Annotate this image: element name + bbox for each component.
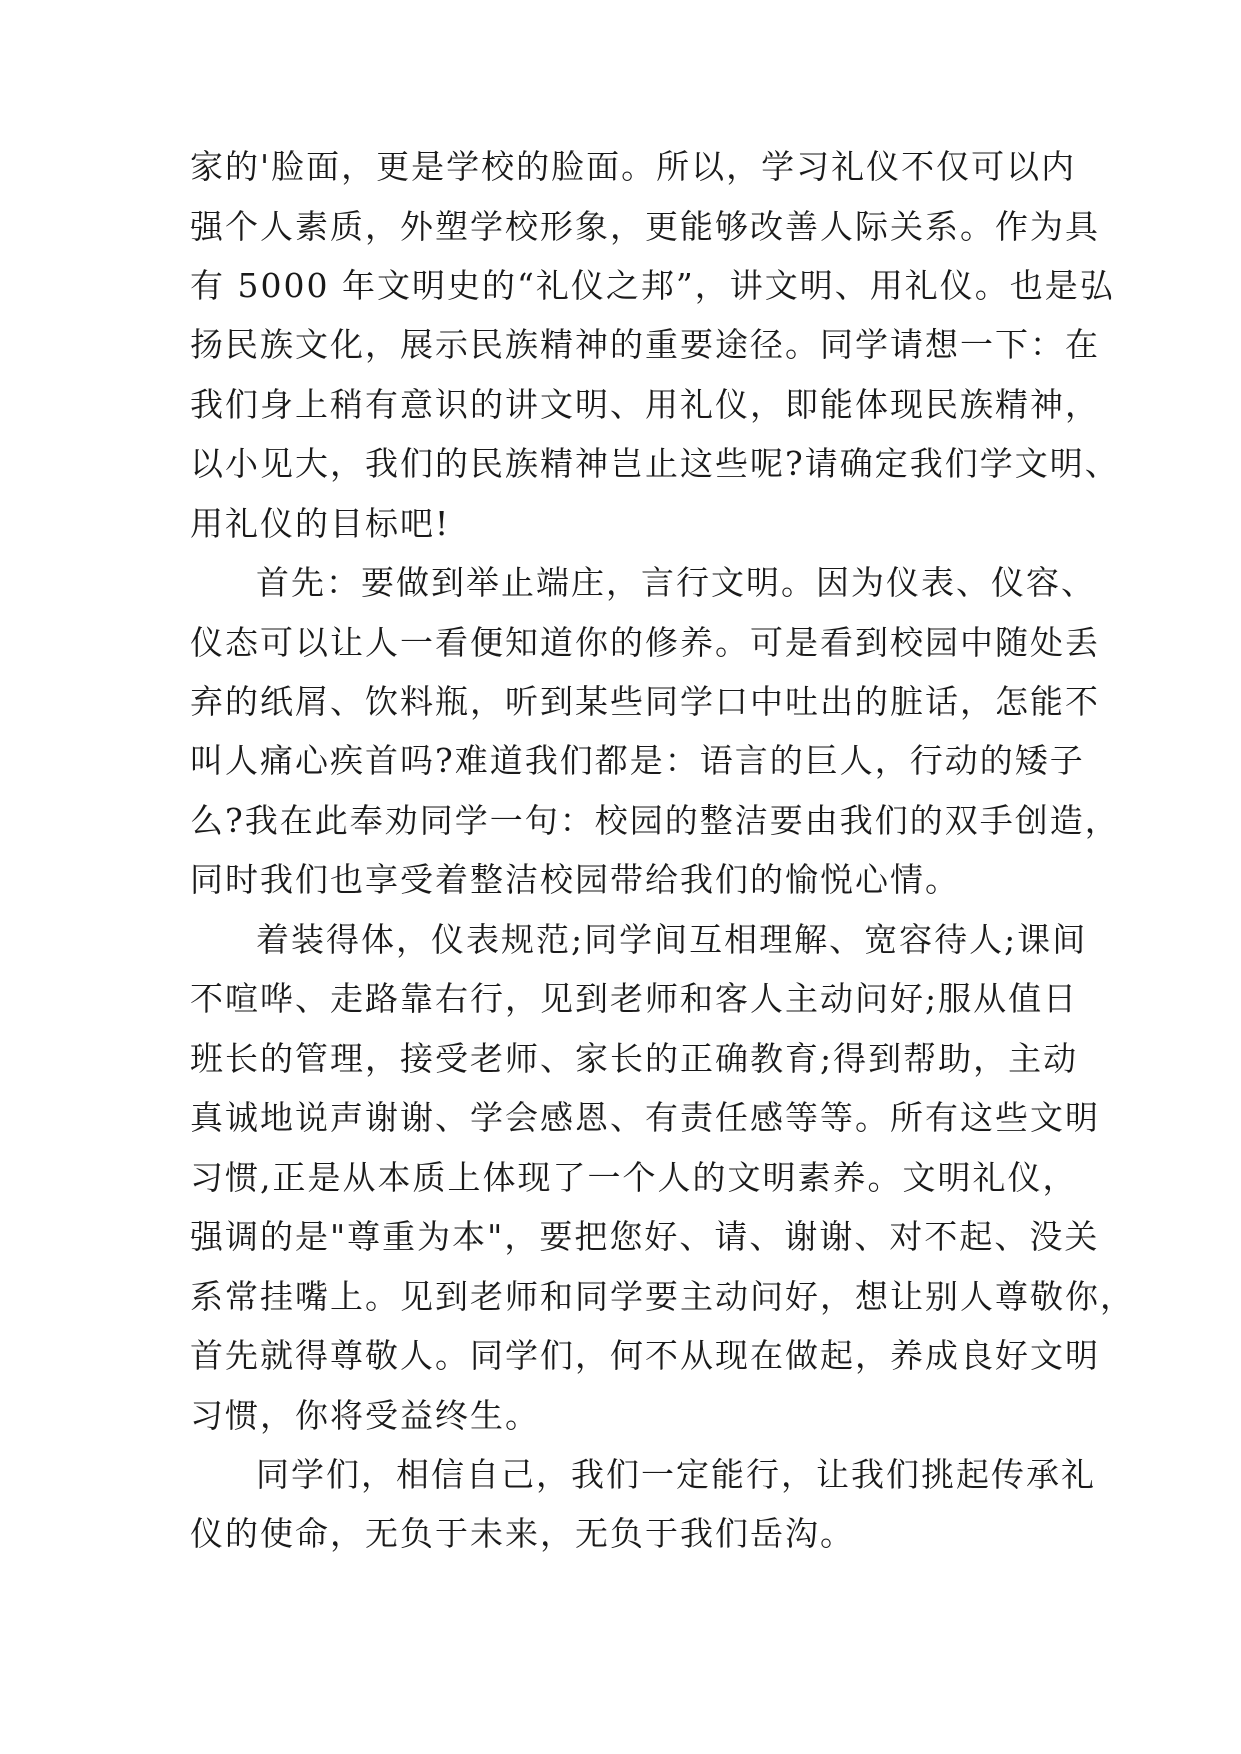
text-line: 不喧哗、走路靠右行，见到老师和客人主动问好;服从值日 bbox=[190, 979, 1079, 1018]
text-line: 强调的是"尊重为本"，要把您好、请、谢谢、对不起、没关 bbox=[190, 1217, 1100, 1256]
text-line: 习惯，你将受益终生。 bbox=[190, 1396, 540, 1435]
text-line: 弃的纸屑、饮料瓶，听到某些同学口中吐出的脏话，怎能不 bbox=[190, 682, 1100, 721]
text-line: 真诚地说声谢谢、学会感恩、有责任感等等。所有这些文明 bbox=[190, 1098, 1100, 1137]
text-line: 用礼仪的目标吧! bbox=[190, 504, 451, 543]
text-line: 有 5000 年文明史的“礼仪之邦”，讲文明、用礼仪。也是弘 bbox=[190, 266, 1115, 305]
text-line: 习惯,正是从本质上体现了一个人的文明素养。文明礼仪， bbox=[190, 1158, 1078, 1197]
text-line: 班长的管理，接受老师、家长的正确教育;得到帮助，主动 bbox=[190, 1039, 1079, 1078]
text-line: 叫人痛心疾首吗?难道我们都是：语言的巨人，行动的矮子 bbox=[190, 741, 1085, 780]
text-line: 我们身上稍有意识的讲文明、用礼仪，即能体现民族精神， bbox=[190, 385, 1100, 424]
text-line: 仪态可以让人一看便知道你的修养。可是看到校园中随处丢 bbox=[190, 623, 1100, 662]
text-line: 扬民族文化，展示民族精神的重要途径。同学请想一下：在 bbox=[190, 325, 1100, 364]
text-line: 以小见大，我们的民族精神岂止这些呢?请确定我们学文明、 bbox=[190, 444, 1120, 483]
paragraph-start-line: 着装得体，仪表规范;同学间互相理解、宽容待人;课间 bbox=[256, 920, 1088, 959]
paragraph-start-line: 首先：要做到举止端庄，言行文明。因为仪表、仪容、 bbox=[256, 563, 1096, 602]
text-line: 强个人素质，外塑学校形象，更能够改善人际关系。作为具 bbox=[190, 207, 1100, 246]
text-line: 首先就得尊敬人。同学们，何不从现在做起，养成良好文明 bbox=[190, 1336, 1100, 1375]
paragraph-start-line: 同学们，相信自己，我们一定能行，让我们挑起传承礼 bbox=[256, 1455, 1096, 1494]
text-line: 仪的使命，无负于未来，无负于我们岳沟。 bbox=[190, 1514, 855, 1553]
text-line: 么?我在此奉劝同学一句：校园的整洁要由我们的双手创造， bbox=[190, 801, 1120, 840]
text-line: 家的'脸面，更是学校的脸面。所以，学习礼仪不仅可以内 bbox=[190, 147, 1077, 186]
text-line: 同时我们也享受着整洁校园带给我们的愉悦心情。 bbox=[190, 860, 960, 899]
text-line: 系常挂嘴上。见到老师和同学要主动问好，想让别人尊敬你， bbox=[190, 1277, 1135, 1316]
